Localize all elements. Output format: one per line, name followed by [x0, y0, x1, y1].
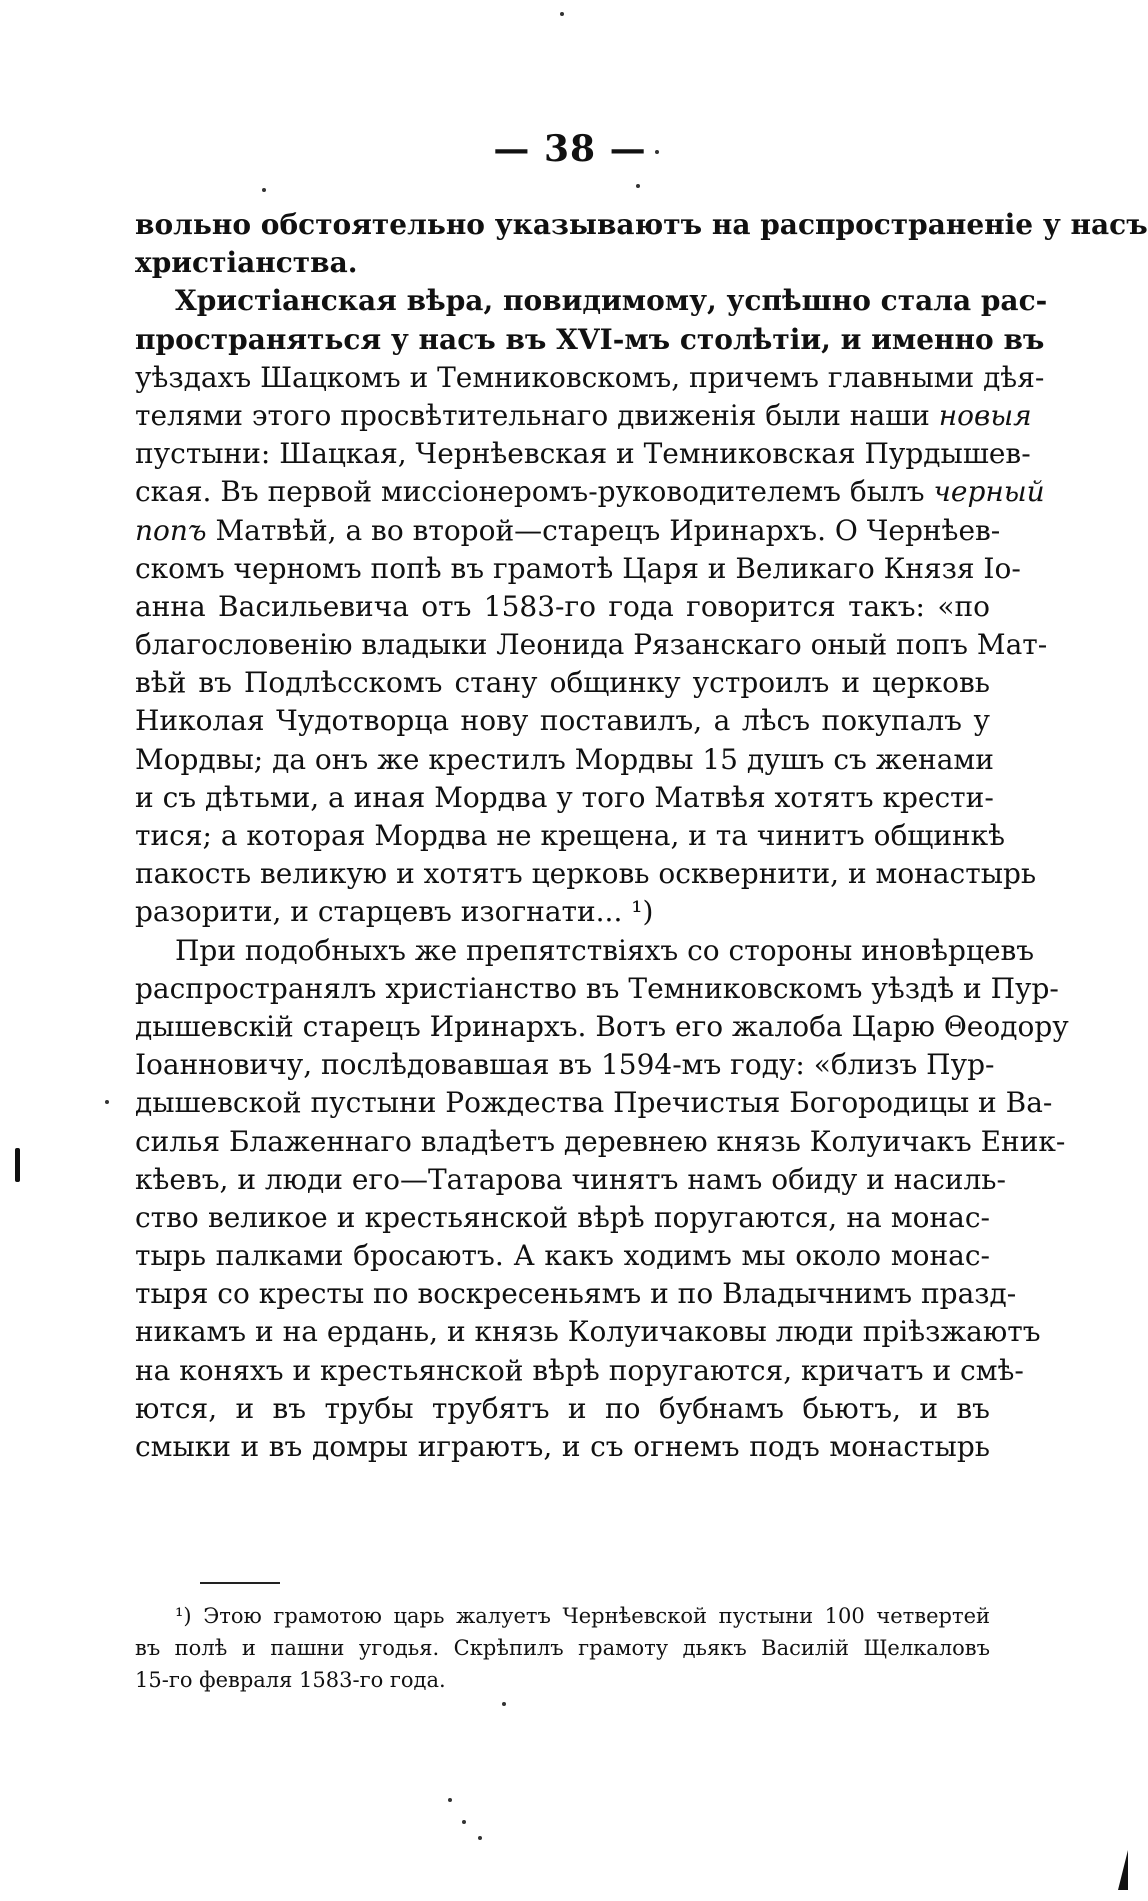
page-number: — 38 —: [493, 128, 647, 170]
text-line: Христiанская вѣра, повидимому, успѣшно стала рас-: [175, 284, 1048, 318]
scan-speck: [655, 150, 659, 154]
text-line: ются, и въ трубы трубятъ и по бубнамъ бьютъ, и въ: [135, 1391, 990, 1425]
scan-edge-mark: [15, 1148, 20, 1182]
italic-word: новыя: [938, 398, 1032, 432]
body-text: [135, 206, 1148, 1466]
text-line: [135, 473, 1045, 511]
text-line: анна Васильевича отъ 1583-го года говорится такъ: «по: [135, 589, 990, 623]
text-line: на коняхъ и крестьянской вѣрѣ поругаются, кричатъ и смѣ-: [135, 1353, 1024, 1387]
text-line: [135, 397, 1032, 435]
scan-speck: [448, 1798, 452, 1802]
text-line: Іоанновичу, послѣдовавшая въ 1594-мъ году: «близъ Пур-: [135, 1048, 995, 1082]
scan-speck: [636, 184, 640, 188]
text-line: тися; а которая Мордва не крещена, и та чинитъ общинкѣ: [135, 819, 1006, 852]
text-line: пространяться у насъ въ XVI-мъ столѣтiи, и именно въ: [135, 322, 1045, 356]
text-line: вольно обстоятельно указываютъ на распространенiе у насъ: [135, 208, 1148, 241]
text-segment: ская. Въ первой миссiонеромъ-руководителемъ былъ: [135, 475, 934, 509]
scan-speck: [105, 1100, 109, 1104]
text-line: смыки и въ домры играютъ, и съ огнемъ подъ монастырь: [135, 1430, 990, 1463]
text-segment: Матвѣй, а во второй—старецъ Иринархъ. О Чернѣев-: [206, 513, 1001, 547]
text-line: уѣздахъ Шацкомъ и Темниковскомъ, причемъ главными дѣя-: [135, 360, 1045, 394]
scan-corner-mark: [1118, 1850, 1128, 1890]
scan-speck: [478, 1836, 482, 1840]
text-line: разорити, и старцевъ изогнати... ¹): [135, 895, 654, 929]
scan-speck: [262, 188, 266, 192]
text-line: ство великое и крестьянской вѣрѣ поругаются, на монас-: [135, 1200, 990, 1234]
text-line: распространялъ христiанство въ Темниковскомъ уѣздѣ и Пур-: [135, 971, 1059, 1005]
text-line: Николая Чудотворца нову поставилъ, а лѣсъ покупалъ у: [135, 704, 990, 738]
text-line: благословенiю владыки Леонида Рязанскаго оный попъ Мат-: [135, 628, 1048, 662]
text-line: Мордвы; да онъ же крестилъ Мордвы 15 душъ съ женами: [135, 742, 994, 776]
footnote-rule: [200, 1582, 280, 1584]
text-line: пустыни: Шацкая, Чернѣевская и Темниковская Пурдышев-: [135, 437, 1031, 471]
text-line: тыря со кресты по воскресеньямъ и по Владычнимъ празд-: [135, 1277, 1017, 1311]
text-line: дышевской пустыни Рождества Пречистыя Богородицы и Ва-: [135, 1086, 1053, 1120]
text-segment: телями этого просвѣтительнаго движенiя были наши: [135, 398, 939, 432]
footnote-line: ¹) Этою грамотою царь жалуетъ Чернѣевской пустыни 100 четвертей: [175, 1604, 990, 1628]
footnote-line: 15-го февраля 1583-го года.: [135, 1668, 446, 1692]
text-line: никамъ и на ердань, и князь Колуичаковы люди прiѣзжаютъ: [135, 1315, 1041, 1349]
text-line: тырь палками бросаютъ. А какъ ходимъ мы около монас-: [135, 1239, 990, 1273]
scan-speck: [462, 1820, 466, 1824]
italic-word: черный: [933, 475, 1045, 509]
text-line: и съ дѣтьми, а иная Мордва у того Матвѣя хотятъ крести-: [135, 780, 994, 814]
text-line: скомъ черномъ попѣ въ грамотѣ Царя и Великаго Князя Іо-: [135, 551, 1021, 585]
text-line: При подобныхъ же препятствiяхъ со стороны иновѣрцевъ: [175, 933, 1035, 967]
text-line: силья Блаженнаго владѣетъ деревнею князь Колуичакъ Еник-: [135, 1124, 1066, 1158]
text-line: кѣевъ, и люди его—Татарова чинятъ намъ обиду и насиль-: [135, 1162, 1006, 1196]
footnote: [135, 1600, 990, 1696]
scan-speck: [560, 12, 564, 16]
text-line: христiанства.: [135, 246, 358, 280]
text-line: дышевскiй старецъ Иринархъ. Вотъ его жалоба Царю Θеодору: [135, 1009, 1069, 1043]
scan-speck: [502, 1702, 506, 1706]
text-line: пакость великую и хотятъ церковь осквернити, и монастырь: [135, 857, 1037, 891]
text-line: [135, 512, 1001, 550]
footnote-line: въ полѣ и пашни угодья. Скрѣпилъ грамоту дьякъ Василiй Щелкаловъ: [135, 1636, 990, 1660]
text-line: вѣй въ Подлѣсскомъ стану общинку устроилъ и церковь: [135, 666, 990, 700]
italic-word: попъ: [135, 513, 207, 547]
